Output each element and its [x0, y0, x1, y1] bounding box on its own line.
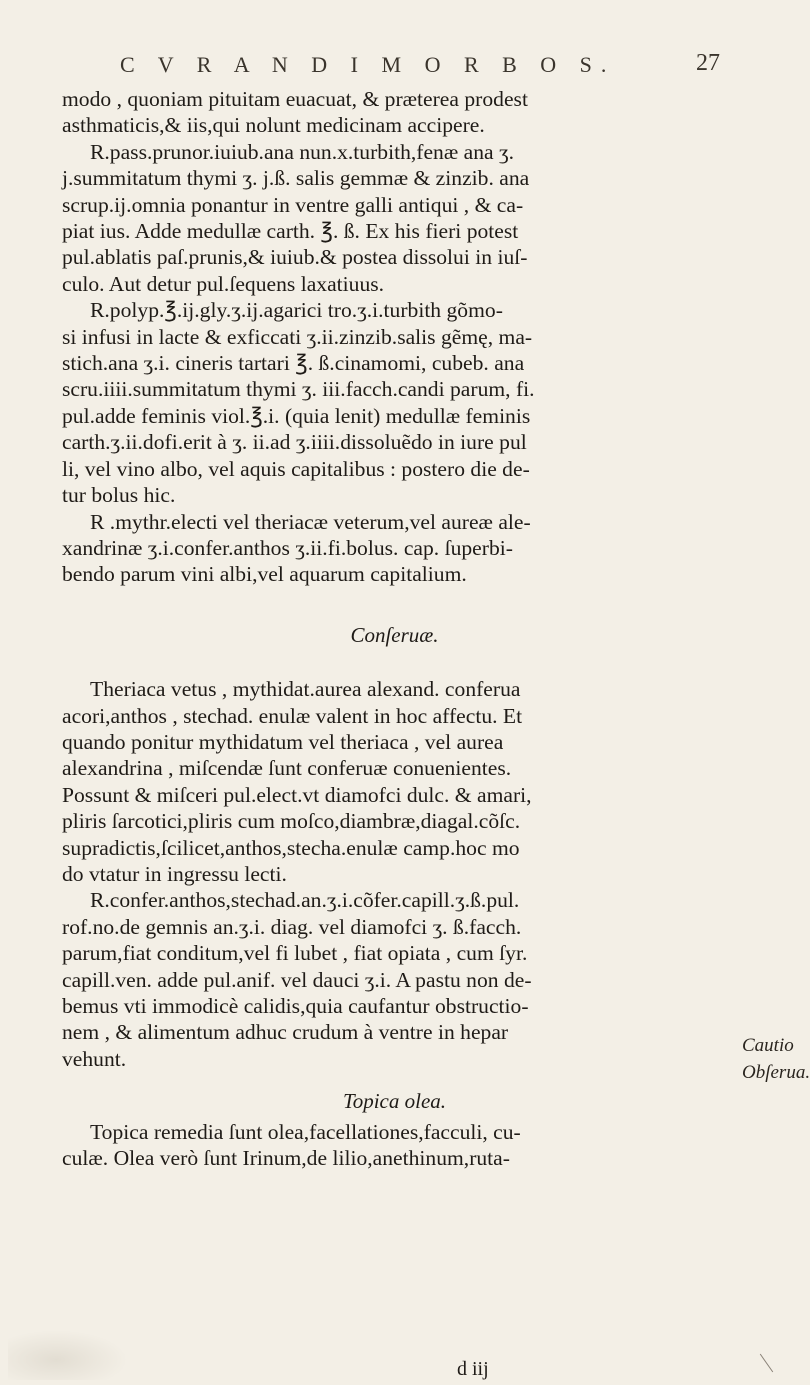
paragraph [62, 887, 727, 1072]
body-text [62, 86, 727, 1171]
text-line: scru.iiii.summitatum thymi ʒ. iii.facch.candi parum, fi. [62, 377, 535, 402]
paragraph [62, 297, 727, 508]
text-line: culo. Aut detur pul.ſequens laxatiuus. [62, 271, 385, 296]
text-line: bemus vti immodicè calidis,quia caufantur obstructio- [62, 994, 529, 1018]
paragraph [62, 676, 727, 887]
text-line: stich.ana ʒ.i. cineris tartari ℥. ß.cinamomi, cubeb. ana [62, 351, 525, 376]
margin-note-cautio: Cautio [742, 1035, 794, 1056]
text-line: rof.no.de gemnis an.ʒ.i. diag. vel diamofci ʒ. ß.facch. [62, 914, 522, 939]
paragraph [62, 1119, 727, 1172]
section-heading-conserue: Conſeruæ. [350, 622, 439, 647]
text-line: j.summitatum thymi ʒ. j.ß. salis gemmæ & zinzib. ana [62, 166, 530, 191]
stray-mark [760, 1354, 773, 1373]
text-line: supradictis,ſcilicet,anthos,stecha.enulæ camp.hoc mo [62, 835, 520, 860]
text-line: acori,anthos , stechad. enulæ valent in hoc affectu. Et [62, 703, 523, 728]
text-line: R.polyp.℥.ij.gly.ʒ.ij.agarici tro.ʒ.i.turbith gõmo- [90, 298, 503, 323]
text-line: R.pass.prunor.iuiub.ana nun.x.turbith,fenæ ana ʒ. [90, 139, 514, 164]
text-line: bendo parum vini albi,vel aquarum capitalium. [62, 562, 467, 587]
text-line: pul.adde feminis viol.℥.i. (quia lenit) medullæ feminis [62, 403, 531, 428]
text-line: culæ. Olea verò ſunt Irinum,de lilio,anethinum,ruta- [62, 1146, 510, 1171]
text-line: modo , quoniam pituitam euacuat, & præterea prodest [62, 87, 528, 111]
text-line: quando ponitur mythidatum vel theriaca , vel aurea [62, 729, 504, 754]
page-number: 27 [696, 50, 720, 76]
text-line: Theriaca vetus , mythidat.aurea alexand. conferua [90, 677, 521, 702]
text-line: carth.ʒ.ii.dofi.erit à ʒ. ii.ad ʒ.iiii.dissoluẽdo in iure pul [62, 430, 527, 455]
text-line: parum,fiat conditum,vel fi lubet , fiat opiata , cum ſyr. [62, 941, 528, 966]
text-line: Possunt & miſceri pul.elect.vt diamofci dulc. & amari, [62, 782, 532, 807]
text-line: scrup.ij.omnia ponantur in ventre galli antiqui , & ca- [62, 192, 524, 217]
paragraph [62, 139, 727, 297]
paragraph [62, 509, 727, 588]
paragraph [62, 86, 727, 139]
text-line: R .mythr.electi vel theriacæ veterum,vel aureæ ale- [90, 509, 531, 534]
text-line: xandrinæ ʒ.i.confer.anthos ʒ.ii.fi.bolus. cap. ſuperbi- [62, 535, 513, 560]
text-line: vehunt. [62, 1046, 127, 1071]
section-heading-topica: Topica olea. [342, 1089, 447, 1114]
text-line: capill.ven. adde pul.anif. vel dauci ʒ.i. A pastu non de- [62, 967, 532, 992]
text-line: tur bolus hic. [62, 483, 176, 508]
text-line: si infusi in lacte & exficcati ʒ.ii.zinzib.salis gẽmę, ma- [62, 324, 533, 349]
text-line: alexandrina , miſcendæ ſunt conferuæ conuenientes. [62, 756, 512, 781]
margin-note-obserua: Obſerua. [742, 1062, 810, 1083]
text-line: Topica remedia ſunt olea,facellationes,facculi, cu- [90, 1119, 521, 1144]
text-line: R.confer.anthos,stechad.an.ʒ.i.cõfer.capill.ʒ.ß.pul. [90, 888, 520, 913]
text-line: nem , & alimentum adhuc crudum à ventre in hepar [62, 1020, 509, 1045]
paper-stain [8, 1330, 128, 1380]
running-head [120, 52, 720, 88]
text-line: pliris ſarcotici,pliris cum moſco,diambræ,diagal.cõſc. [62, 809, 521, 834]
running-head-title: C V R A N D I M O R B O S. [120, 52, 616, 77]
text-line: asthmaticis,& iis,qui nolunt medicinam accipere. [62, 113, 485, 138]
text-line: li, vel vino albo, vel aquis capitalibus : postero die de- [62, 456, 530, 481]
text-line: pul.ablatis paſ.prunis,& iuiub.& postea dissolui in iuſ- [62, 245, 528, 270]
text-line: do vtatur in ingressu lecti. [62, 861, 287, 886]
signature-mark: d iij [457, 1358, 489, 1380]
text-line: piat ius. Adde medullæ carth. ℥. ß. Ex his fieri potest [62, 219, 519, 244]
